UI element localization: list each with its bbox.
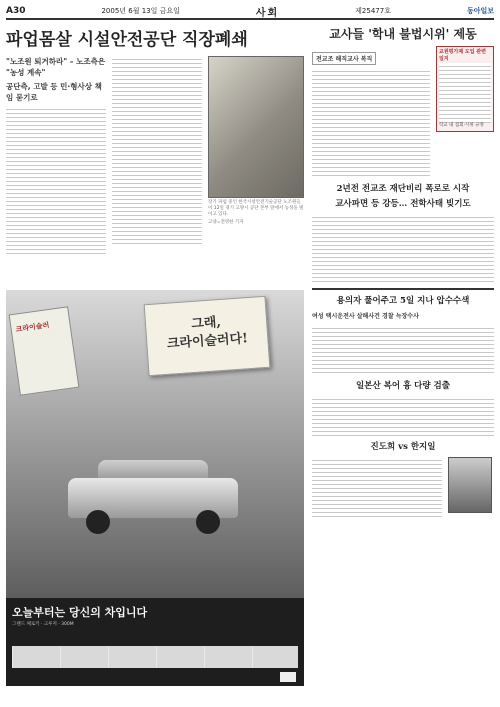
car-advertisement xyxy=(6,290,304,686)
right-body-2 xyxy=(312,214,494,284)
timeline-title: 교원평가제 도입 관련 일지 xyxy=(439,49,486,62)
right-tag: 전교조 해직교사 복직 xyxy=(312,52,376,65)
photo-credit: 고양=전영한 기자 xyxy=(208,220,244,225)
person-photo xyxy=(448,457,492,513)
page-number: A30 xyxy=(6,6,26,16)
ad-slogan: 오늘부터는 당신의 차입니다 xyxy=(12,606,148,619)
ad-footer xyxy=(6,598,304,686)
main-article xyxy=(6,22,304,256)
issue-number: 제25477호 xyxy=(355,7,391,15)
issue-date: 2005년 6월 13일 금요일 xyxy=(101,7,180,15)
story3-body xyxy=(312,396,494,436)
ad-tag-line-2: 크라이슬러다! xyxy=(166,331,249,352)
masthead-brand: 동아일보 xyxy=(466,7,494,15)
right-subhead-1: 2년전 전교조 재단비리 폭로로 시작 xyxy=(336,184,470,194)
right-headline: 교사들 '학내 불법시위' 제동 xyxy=(329,27,477,41)
main-headline: 파업몸살 시설안전공단 직장폐쇄 xyxy=(6,30,248,50)
right-body xyxy=(312,68,430,178)
story2-headline: 용의자 풀어주고 5일 지나 압수수색 xyxy=(336,296,470,306)
section-title: 사회 xyxy=(255,7,280,19)
suv-illustration xyxy=(68,460,238,532)
ad-note-text: 크라이슬러 xyxy=(15,321,50,334)
main-body-col-1 xyxy=(6,106,106,256)
page-header xyxy=(6,4,494,20)
ad-models: 그랜드 체로키 · 크루저 · 300M xyxy=(12,622,74,627)
timeline-box xyxy=(436,46,494,132)
story2-body xyxy=(312,325,494,375)
ad-note-paper xyxy=(9,306,80,396)
story2-deck: 여성 택시운전사 살해사건 경찰 늑장수사 xyxy=(312,313,419,320)
main-body-col-2 xyxy=(112,56,202,246)
main-deck-2: 공단측, 고발 등 민·형사상 책임 묻기로 xyxy=(6,82,102,102)
photo-caption: 장기 파업 중인 한국시설안전기술공단 노조원들이 12일 경기 고양시 공단 본부 앞에서 농성을 벌이고 있다. xyxy=(208,200,304,217)
story4-headline: 진도희 vs 한지일 xyxy=(370,442,436,452)
ad-tag xyxy=(144,296,271,376)
main-deck-1: "노조원 퇴거하라" – 노조측은 "농성 계속" xyxy=(6,57,106,77)
protest-photo xyxy=(208,56,304,198)
story3-headline: 일본산 복어 흉 다량 검출 xyxy=(356,381,450,391)
jeep-logo xyxy=(280,672,296,682)
right-column xyxy=(312,22,494,517)
dealer-table xyxy=(12,646,298,668)
ad-tag-line-1: 그래, xyxy=(190,315,222,333)
right-subhead-2: 교사파면 등 강등… 전학사태 빚기도 xyxy=(335,199,471,209)
story4-body xyxy=(312,457,442,517)
timeline-item: 학교 내 집회·시위 규정 xyxy=(439,123,484,128)
